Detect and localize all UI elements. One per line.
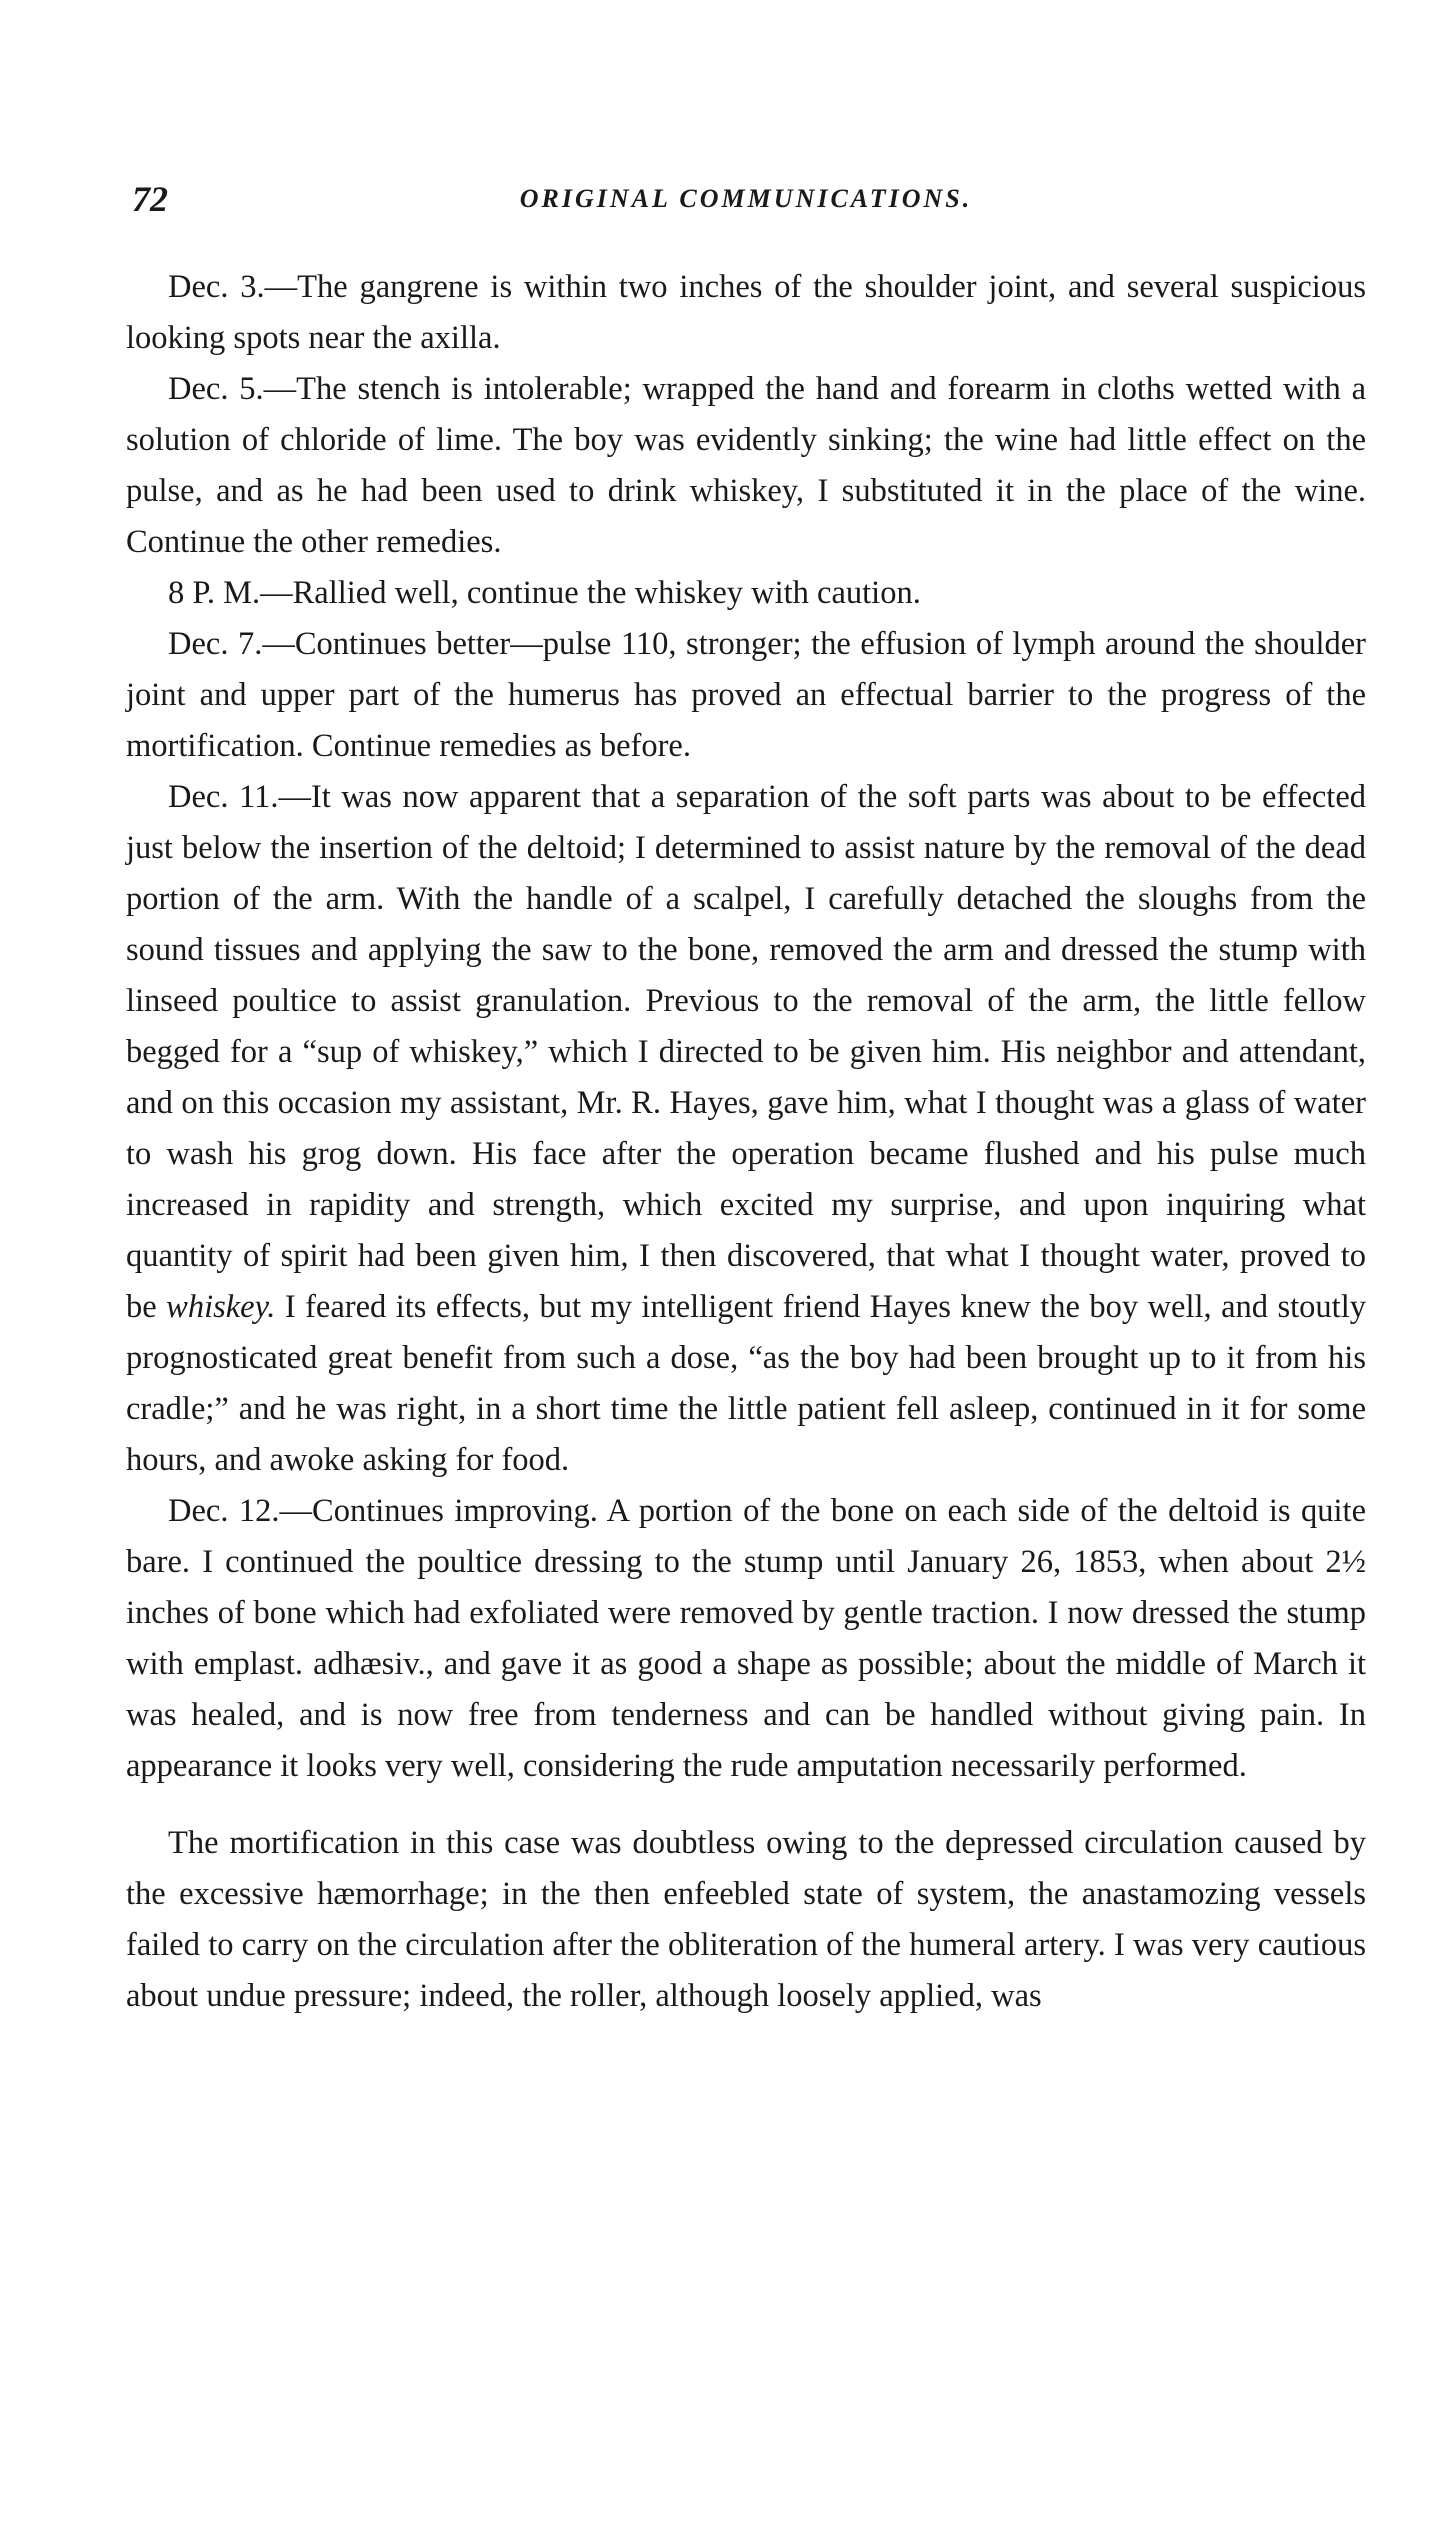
paragraph-dec-11 <box>126 772 1366 1486</box>
paragraph-dec-12: Dec. 12.—Continues improving. A portion of the bone on each side of the deltoid is quite bare. I continued the poultice dressing to the stump until January 26, 1853, when about 2½ inches of bone which had exfoliated were removed by gentle traction. I now dressed the stump with emplast. adhæsiv., and gave it as good a shape as possible; about the middle of March it was healed, and is now free from tenderness and can be handled without giving pain. In appearance it looks very well, considering the rude amputation necessarily performed. <box>126 1493 1366 1784</box>
paragraph-dec-11-text: Dec. 11.—It was now apparent that a separation of the soft parts was about to be effected just below the insertion of the deltoid; I determined to assist nature by the removal of the dead portion of the arm. With the handle of a scalpel, I carefully detached the sloughs from the sound tissues and applying the saw to the bone, removed the arm and dressed the stump with linseed poultice to assist granulation. Previous to the removal of the arm, the little fellow begged for a “sup of whiskey,” which I directed to be given him. His neighbor and attendant, and on this occasion my assistant, Mr. R. Hayes, gave him, what I thought was a glass of water to wash his grog down. His face after the operation became flushed and his pulse much increased in rapidity and strength, which excited my surprise, and upon inquiring what quantity of spirit had been given him, I then discovered, that what I thought water, proved to be <box>126 779 1366 1325</box>
paragraph-8-pm: 8 P. M.—Rallied well, continue the whiskey with caution. <box>168 575 921 611</box>
paragraph-dec-7: Dec. 7.—Continues better—pulse 110, stronger; the effusion of lymph around the shoulder joint and upper part of the humerus has proved an effectual barrier to the progress of the mortification. Continue remedies as before. <box>126 626 1366 764</box>
paragraph-dec-5: Dec. 5.—The stench is intolerable; wrapped the hand and forearm in cloths wetted with a solution of chloride of lime. The boy was evidently sinking; the wine had little effect on the pulse, and as he had been used to drink whiskey, I substituted it in the place of the wine. Continue the other remedies. <box>126 371 1366 560</box>
paragraph-dec-11-tail: I feared its effects, but my intelligent friend Hayes knew the boy well, and stoutly prognosticated great benefit from such a dose, “as the boy had been brought up to it from his cradle;” and he was right, in a short time the little patient fell asleep, continued in it for some hours, and awoke asking for food. <box>126 1289 1366 1478</box>
paragraph-discussion: The mortification in this case was doubtless owing to the depressed circulation caused by the excessive hæmorrhage; in the then enfeebled state of system, the anastamozing vessels failed to carry on the circulation after the obliteration of the humeral artery. I was very cautious about undue pressure; indeed, the roller, although loosely applied, was <box>126 1825 1366 2014</box>
body-text <box>126 262 1366 2022</box>
running-head: ORIGINAL COMMUNICATIONS. <box>519 184 973 213</box>
italic-word: whiskey. <box>166 1289 276 1325</box>
page-header <box>126 178 1366 228</box>
paragraph-dec-3: Dec. 3.—The gangrene is within two inches of the shoulder joint, and several suspicious looking spots near the axilla. <box>126 269 1366 356</box>
page-number: 72 <box>132 179 168 219</box>
